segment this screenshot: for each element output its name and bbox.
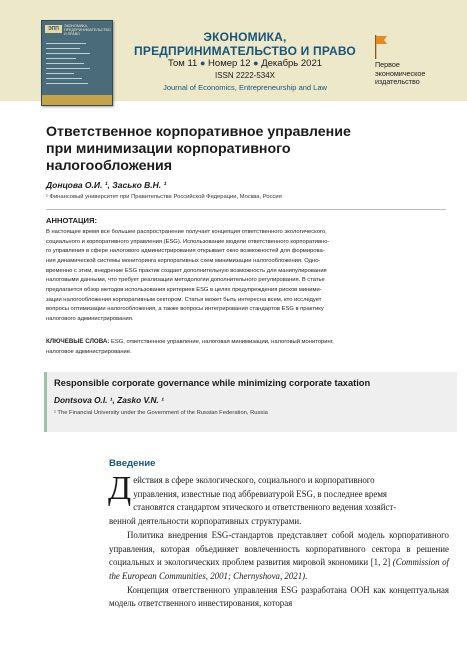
volume: Том 11 xyxy=(167,58,198,69)
affiliation: ¹ Финансовый университет при Правительстве Российской Федерации, Москва, Россия xyxy=(46,194,282,200)
journal-title: ЭКОНОМИКА, ПРЕДПРИНИМАТЕЛЬСТВО И ПРАВО xyxy=(134,30,356,58)
paragraph: Политика внедрения ESG-стандартов представляет собой модель корпоративного управления, которая объединяет вовлеченность корпоративного сектора в решение социальных и экологических проблем развития мировой экономики [1, 2] (Commission of the European Communities, 2001; Chernyshova, 2021). xyxy=(109,529,449,581)
english-title: Responsible corporate governance while minimizing corporate taxation xyxy=(54,378,371,388)
keywords-label: КЛЮЧЕВЫЕ СЛОВА: xyxy=(46,338,110,345)
authors: Донцова О.И. ¹, Засько В.Н. ¹ xyxy=(46,180,167,190)
section-heading: Введение xyxy=(109,458,156,469)
issn: ISSN 2222-534X xyxy=(214,71,276,80)
keywords: КЛЮЧЕВЫЕ СЛОВА: ESG, ответственное управление, налоговая минимизации, налоговый мониторинг, налоговое администрирование. xyxy=(46,338,334,355)
journal-header xyxy=(0,0,467,101)
journal-cover-image xyxy=(41,20,113,106)
issue-info: Том 11 ● Номер 12 ● Декабрь 2021 xyxy=(167,58,323,69)
abstract-heading: АННОТАЦИЯ: xyxy=(46,216,97,225)
issue-date: Декабрь 2021 xyxy=(261,58,323,69)
article-title: Ответственное корпоративное управление при минимизации корпоративного налогообложения xyxy=(46,124,351,174)
journal-title-en: Journal of Economics, Entrepreneurship and Law xyxy=(163,83,327,92)
cover-logo: ЭПП xyxy=(45,25,62,33)
body-text: Д ействия в сфере экологического, социального и корпоративного управления, известные под аббревиатурой ESG, в последнее время становятся стандартом этического и ответственного ведения хозяйст- венной деятельности корпоративных структурами. Политика внедрения ESG-стандартов представляет собой модель корпоративного управления, которая объединяет вовлеченность корпоративного сектора в решение социальных и экологических проблем развития мировой экономики [1, 2] (Commission of the European Communities, 2001; Chernyshova, 2021). Концепция ответственного управления ESG разработана ООН как концептуальная модель ответственного инвестирования, которая xyxy=(109,474,449,611)
publisher-name: Первое экономическое издательство xyxy=(375,60,426,86)
english-authors: Dontsova O.I. ¹, Zasko V.N. ¹ xyxy=(54,395,164,405)
paragraph: Концепция ответственного управления ESG разработана ООН как концептуальная модель ответственного инвестирования, которая xyxy=(109,584,449,609)
abstract: В настоящее время все большее распространение получает концепция ответственного экологического, социального и корпоративного управления (ESG). Использование модели ответственного корпоративно- го управления в сфере налогового администрирования открывает окно возможностей для формирова- ния динамической системы мониторинга корпоративных схем минимизации налогообложения. Одно- временно с этим, внедрение ESG практик создает дополнительную возможность для манипулирования налоговыми данными, что требует реализации методологии дополнительного регулирования. В статье предлагается обзор методов использования критериев ESG в целях предупреждения рисков миними- зации налогообложения корпоративным сектором. Статья может быть интересна всем, кто исследует вопросы оптимизации налогообложения, а также вопросы интегрирования стандартов ESG в практику налогового администрирования. xyxy=(46,229,330,322)
cover-title: ЭКОНОМИКА, ПРЕДПРИНИМАТЕЛЬСТВО И ПРАВО xyxy=(64,24,111,37)
drop-cap: Д xyxy=(108,470,132,507)
divider xyxy=(46,209,446,210)
english-affiliation: ¹ The Financial University under the Government of the Russian Federation, Russia xyxy=(54,410,268,416)
flag-icon xyxy=(375,35,387,59)
number: Номер 12 xyxy=(208,58,251,69)
